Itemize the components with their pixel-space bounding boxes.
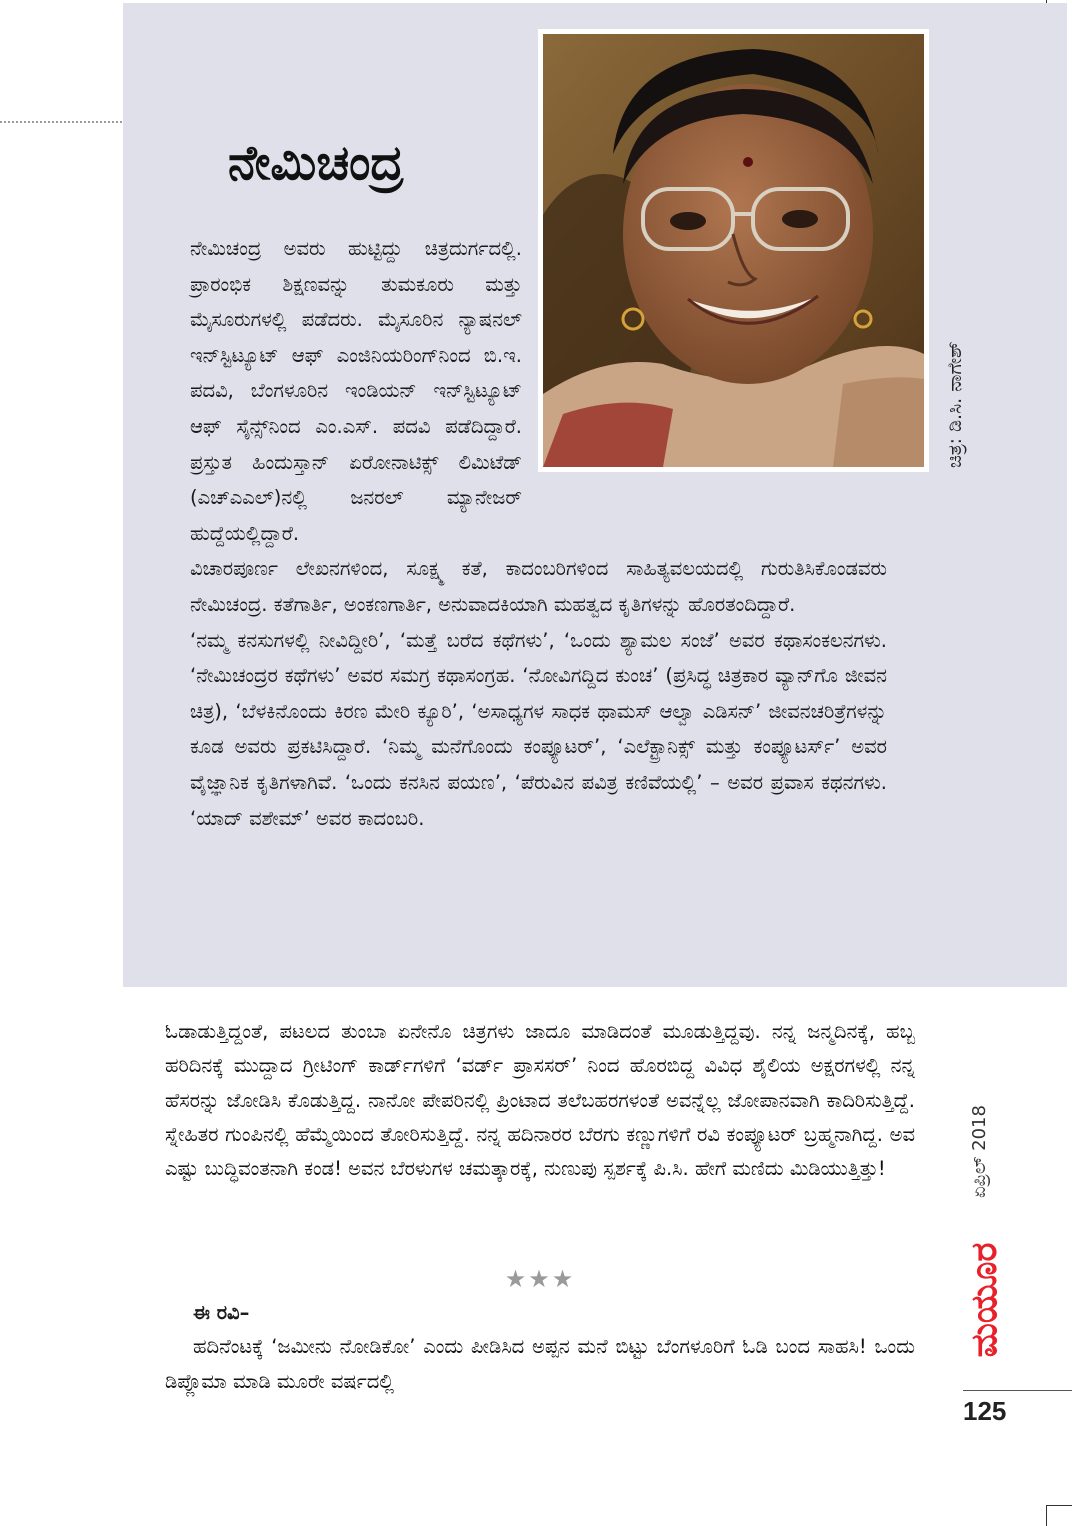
- author-name-title: ನೇಮಿಚಂದ್ರ: [228, 135, 404, 191]
- bio-paragraph: ವಿಚಾರಪೂರ್ಣ ಲೇಖನಗಳಿಂದ, ಸೂಕ್ಷ್ಮ ಕತೆ, ಕಾದಂಬರಿಗಳಿಂದ ಸಾಹಿತ್ಯವಲಯದಲ್ಲಿ ಗುರುತಿಸಿಕೊಂಡವರು ನೇಮಿಚಂದ್ರ. ಕತೆಗಾರ್ತಿ, ಅಂಕಣಗಾರ್ತಿ, ಅನುವಾದಕಿಯಾಗಿ ಮಹತ್ವದ ಕೃತಿಗಳನ್ನು ಹೊರತಂದಿದ್ದಾರೆ.: [190, 557, 887, 616]
- photo-wrap-spacer: [522, 231, 887, 509]
- section-separator: ★★★: [504, 1265, 576, 1293]
- photo-credit: ಚಿತ್ರ: ಡಿ.ಸಿ. ನಾಗೇಶ್: [944, 341, 966, 468]
- page-number: 125: [963, 1396, 1007, 1426]
- author-bio-text: [190, 231, 887, 836]
- story-text: [165, 1015, 915, 1186]
- page-number-rule: [963, 1390, 1072, 1391]
- bio-paragraph: ನೇಮಿಚಂದ್ರ ಅವರು ಹುಟ್ಟಿದ್ದು ಚಿತ್ರದುರ್ಗದಲ್ಲಿ. ಪ್ರಾರಂಭಿಕ ಶಿಕ್ಷಣವನ್ನು ತುಮಕೂರು ಮತ್ತು ಮೈಸೂರುಗಳಲ್ಲಿ ಪಡೆದರು. ಮೈಸೂರಿನ ನ್ಯಾಷನಲ್ ಇನ್‌ಸ್ಟಿಟ್ಯೂಟ್ ಆಫ್ ಎಂಜಿನಿಯರಿಂಗ್‌ನಿಂದ ಬಿ.ಇ. ಪದವಿ, ಬೆಂಗಳೂರಿನ ಇಂಡಿಯನ್ ಇನ್‌ಸ್ಟಿಟ್ಯೂಟ್ ಆಫ್ ಸೈನ್ಸ್‌ನಿಂದ ಎಂ.ಎಸ್. ಪದವಿ ಪಡೆದಿದ್ದಾರೆ. ಪ್ರಸ್ತುತ ಹಿಂದುಸ್ತಾನ್ ಏರೋನಾಟಿಕ್ಸ್ ಲಿಮಿಟೆಡ್ (ಎಚ್‌ಎಎಲ್)ನಲ್ಲಿ ಜನರಲ್ ಮ್ಯಾನೇಜರ್ ಹುದ್ದೆಯಲ್ಲಿದ್ದಾರೆ.: [190, 237, 522, 545]
- bio-paragraph: ‘ನಮ್ಮ ಕನಸುಗಳಲ್ಲಿ ನೀವಿದ್ದೀರಿ’, ‘ಮತ್ತೆ ಬರೆದ ಕಥೆಗಳು’, ‘ಒಂದು ಶ್ಯಾಮಲ ಸಂಜೆ’ ಅವರ ಕಥಾಸಂಕಲನಗಳು. ‘ನೇಮಿಚಂದ್ರರ ಕಥೆಗಳು’ ಅವರ ಸಮಗ್ರ ಕಥಾಸಂಗ್ರಹ. ‘ನೋವಿಗದ್ದಿದ ಕುಂಚ’ (ಪ್ರಸಿದ್ಧ ಚಿತ್ರಕಾರ ವ್ಯಾನ್‌ಗೊ ಜೀವನ ಚಿತ್ರ), ‘ಬೆಳಕಿನೊಂದು ಕಿರಣ ಮೇರಿ ಕ್ಯೂರಿ’, ‘ಅಸಾಧ್ಯಗಳ ಸಾಧಕ ಥಾಮಸ್ ಆಲ್ವಾ ಎಡಿಸನ್’ ಜೀವನಚರಿತ್ರೆಗಳನ್ನು ಕೂಡ ಅವರು ಪ್ರಕಟಿಸಿದ್ದಾರೆ. ‘ನಿಮ್ಮ ಮನೆಗೊಂದು ಕಂಪ್ಯೂಟರ್’, ‘ಎಲೆಕ್ಟ್ರಾನಿಕ್ಸ್ ಮತ್ತು ಕಂಪ್ಯೂಟರ್ಸ್’ ಅವರ ವೈಜ್ಞಾನಿಕ ಕೃತಿಗಳಾಗಿವೆ. ‘ಒಂದು ಕನಸಿನ ಪಯಣ’, ‘ಪೆರುವಿನ ಪವಿತ್ರ ಕಣಿವೆಯಲ್ಲಿ’ – ಅವರ ಪ್ರವಾಸ ಕಥನಗಳು. ‘ಯಾದ್ ವಶೇಮ್’ ಅವರ ಕಾದಂಬರಿ.: [190, 628, 887, 830]
- section-heading: ಈ ರವಿ–: [193, 1301, 250, 1324]
- story-text-continued: [165, 1330, 915, 1399]
- crop-mark-bottom: [1046, 1505, 1072, 1526]
- story-paragraph: ಓಡಾಡುತ್ತಿದ್ದಂತೆ, ಪಟಲದ ತುಂಬಾ ಏನೇನೊ ಚಿತ್ರಗಳು ಜಾದೂ ಮಾಡಿದಂತೆ ಮೂಡುತ್ತಿದ್ದವು. ನನ್ನ ಜನ್ಮದಿನಕ್ಕೆ, ಹಬ್ಬ ಹರಿದಿನಕ್ಕೆ ಮುದ್ದಾದ ಗ್ರೀಟಿಂಗ್ ಕಾರ್ಡ್‌ಗಳಿಗೆ ‘ವರ್ಡ್ ಪ್ರಾಸಸರ್’ ನಿಂದ ಹೊರಬಿದ್ದ ವಿವಿಧ ಶೈಲಿಯ ಅಕ್ಷರಗಳಲ್ಲಿ ನನ್ನ ಹೆಸರನ್ನು ಜೋಡಿಸಿ ಕೊಡುತ್ತಿದ್ದ. ನಾನೋ ಪೇಪರಿನಲ್ಲಿ ಪ್ರಿಂಟಾದ ತಲೆಬಹರಗಳಂತೆ ಅವನ್ನೆಲ್ಲ ಜೋಪಾನವಾಗಿ ಕಾದಿರಿಸುತ್ತಿದ್ದೆ. ಸ್ನೇಹಿತರ ಗುಂಪಿನಲ್ಲಿ ಹೆಮ್ಮೆಯಿಂದ ತೋರಿಸುತ್ತಿದ್ದೆ. ನನ್ನ ಹದಿನಾರರ ಬೆರಗು ಕಣ್ಣುಗಳಿಗೆ ರವಿ ಕಂಪ್ಯೂಟರ್ ಬ್ರಹ್ಮನಾಗಿದ್ದ. ಅವ ಎಷ್ಟು ಬುದ್ಧಿವಂತನಾಗಿ ಕಂಡ! ಅವನ ಬೆರಳುಗಳ ಚಮತ್ಕಾರಕ್ಕೆ, ನುಣುಪು ಸ್ಪರ್ಶಕ್ಕೆ ಪಿ.ಸಿ. ಹೇಗೆ ಮಣಿದು ಮಿಡಿಯುತ್ತಿತ್ತು!: [165, 1020, 915, 1181]
- issue-date: ಏಪ್ರಿಲ್ 2018: [969, 1105, 990, 1198]
- magazine-name: ಮಯೂರ: [964, 1242, 1005, 1358]
- story-paragraph: ಹದಿನೆಂಟಕ್ಕೆ ‘ಜಮೀನು ನೋಡಿಕೋ’ ಎಂದು ಪೀಡಿಸಿದ ಅಪ್ಪನ ಮನೆ ಬಿಟ್ಟು ಬೆಂಗಳೂರಿಗೆ ಓಡಿ ಬಂದ ಸಾಹಸಿ! ಒಂದು ಡಿಪ್ಲೊಮಾ ಮಾಡಿ ಮೂರೇ ವರ್ಷದಲ್ಲಿ: [165, 1335, 915, 1393]
- decorative-dotted-line: [0, 121, 122, 123]
